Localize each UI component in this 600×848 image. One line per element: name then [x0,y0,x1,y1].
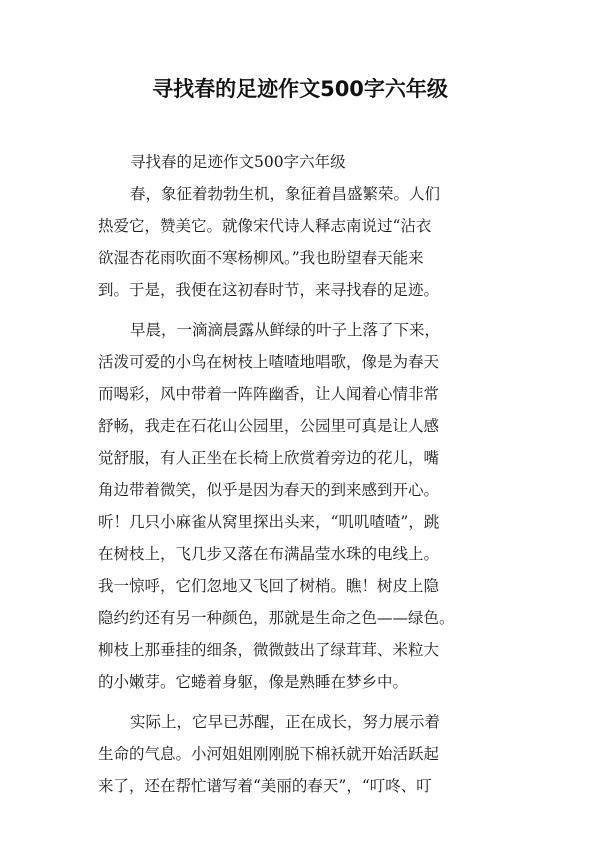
paragraph-2-line-9: 我一惊呼，它们忽地又飞回了树梢。瞧！树皮上隐 [98,577,440,595]
document-title: 寻找春的足迹作文500字六年级 [152,77,448,101]
paragraph-2-line-5: 觉舒服，有人正坐在长椅上欣赏着旁边的花儿，嘴 [98,449,440,467]
paragraph-2-line-4: 舒畅，我走在石花山公园里，公园里可真是让人感 [98,417,440,435]
paragraph-1-line-4: 到。于是，我便在这初春时节，来寻找春的足迹。 [98,281,440,299]
paragraph-2-line-3: 而喝彩，风中带着一阵阵幽香，让人闻着心情非常 [98,385,440,403]
paragraph-1-line-3: 欲湿杏花雨吹面不寒杨柳风。”我也盼望春天能来 [98,249,424,267]
paragraph-3-line-2: 生命的气息。小河姐姐刚刚脱下棉袄就开始活跃起 [98,745,440,763]
paragraph-2-line-7: 听！几只小麻雀从窝里探出头来，“叽叽喳喳”，跳 [98,513,440,531]
body-subtitle-line: 寻找春的足迹作文500字六年级 [130,153,346,171]
document-body [98,146,502,802]
paragraph-2-line-12: 的小嫩芽。它蜷着身躯，像是熟睡在梦乡中。 [98,673,409,691]
paragraph-2-line-10: 隐约约还有另一种颜色，那就是生命之色——绿色。 [98,609,455,627]
paragraph-gap [98,306,502,314]
paragraph-2-line-11: 柳枝上那垂挂的细条，微微鼓出了绿茸茸、米粒大 [98,641,440,659]
paragraph-3-line-1: 实际上，它早已苏醒，正在成长，努力展示着 [130,713,441,731]
paragraph-3-line-3: 来了，还在帮忙谱写着“美丽的春天”，“叮咚、叮 [98,777,432,795]
paragraph-2-line-2: 活泼可爱的小鸟在树枝上喳喳地唱歌，像是为春天 [98,353,440,371]
paragraph-2-line-8: 在树枝上，飞几步又落在布满晶莹水珠的电线上。 [98,545,440,563]
paragraph-gap [98,698,502,706]
paragraph-2-line-6: 角边带着微笑，似乎是因为春天的到来感到开心。 [98,481,440,499]
paragraph-1-line-2: 热爱它，赞美它。就像宋代诗人释志南说过“沾衣 [98,217,432,235]
paragraph-1-line-1: 春，象征着勃勃生机，象征着昌盛繁荣。人们 [130,185,441,203]
paragraph-2-line-1: 早晨，一滴滴晨露从鲜绿的叶子上落了下来， [130,321,441,339]
